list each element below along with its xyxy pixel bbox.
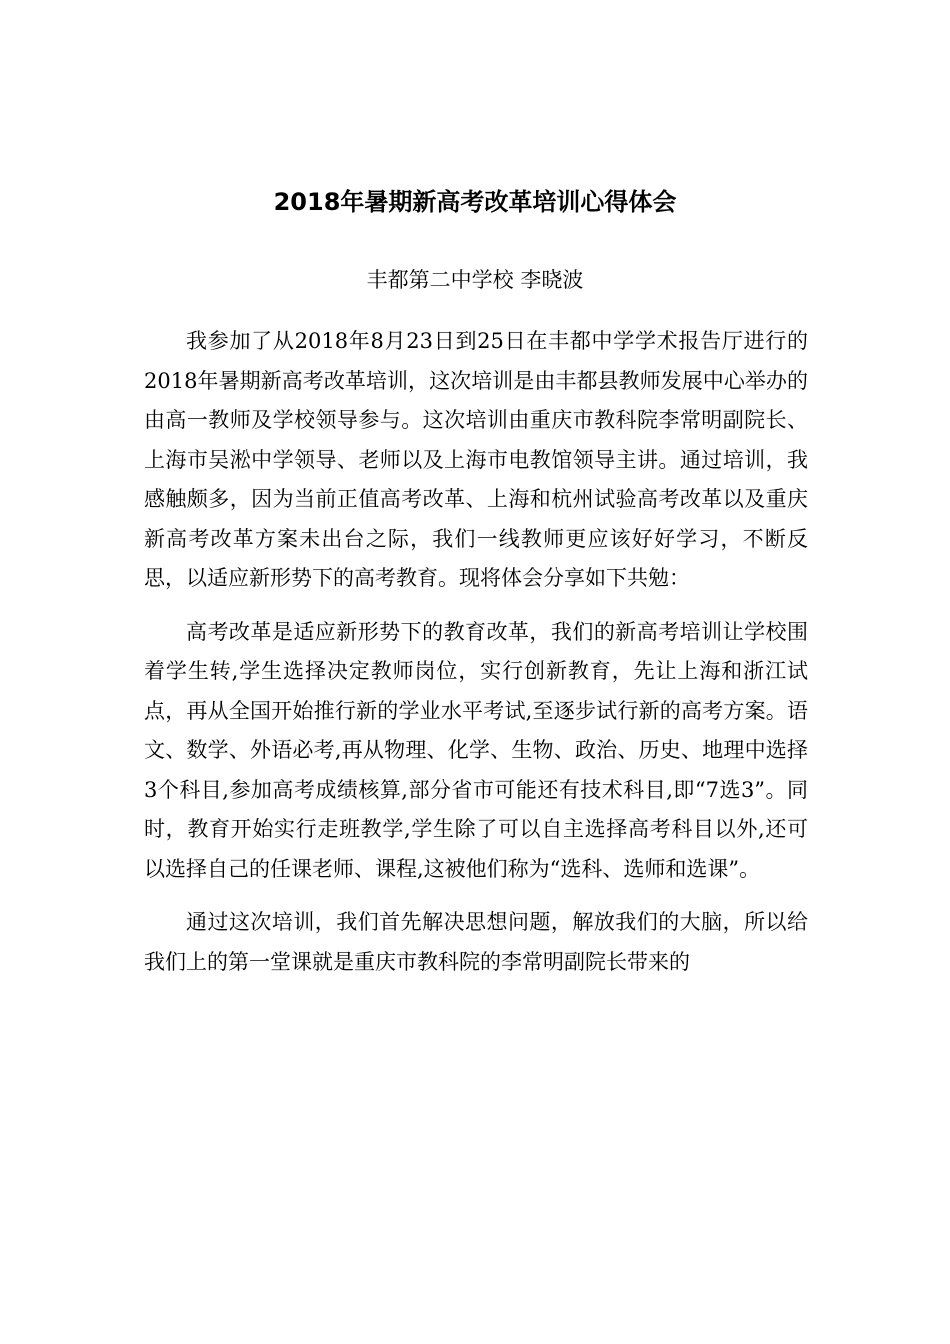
paragraph-1: 我参加了从2018年8月23日到25日在丰都中学学术报告厅进行的2018年暑期新高考改革培训，这次培训是由丰都县教师发展中心举办的由高一教师及学校领导参与。这次培训由重庆市教科院李常明副院长、上海市吴淞中学领导、老师以及上海市电教馆领导主讲。通过培训，我感触颇多，因为当前正值高考改革、上海和杭州试验高考改革以及重庆新高考改革方案未出台之际，我们一线教师更应该好好学习，不断反思，以适应新形势下的高考教育。现将体会分享如下共勉： [144, 329, 808, 590]
paragraph-2: 高考改革是适应新形势下的教育改革，我们的新高考培训让学校围着学生转,学生选择决定教师岗位，实行创新教育，先让上海和浙江试点，再从全国开始推行新的学业水平考试,至逐步试行新的高考方案。语文、数学、外语必考,再从物理、化学、生物、政治、历史、地理中选择3个科目,参加高考成绩核算,部分省市可能还有技术科目,即“7选3”。同时，教育开始实行走班教学,学生除了可以自主选择高考科目以外,还可以选择自己的任课老师、课程,这被他们称为“选科、选师和选课”。 [144, 619, 808, 881]
document-body [144, 322, 808, 982]
document-author: 丰都第二中学校 李晓波 [366, 268, 584, 292]
paragraph-3: 通过这次培训，我们首先解决思想问题，解放我们的大脑，所以给我们上的第一堂课就是重庆市教科院的李常明副院长带来的 [144, 910, 808, 974]
document-title: 2018年暑期新高考改革培训心得体会 [273, 188, 677, 216]
